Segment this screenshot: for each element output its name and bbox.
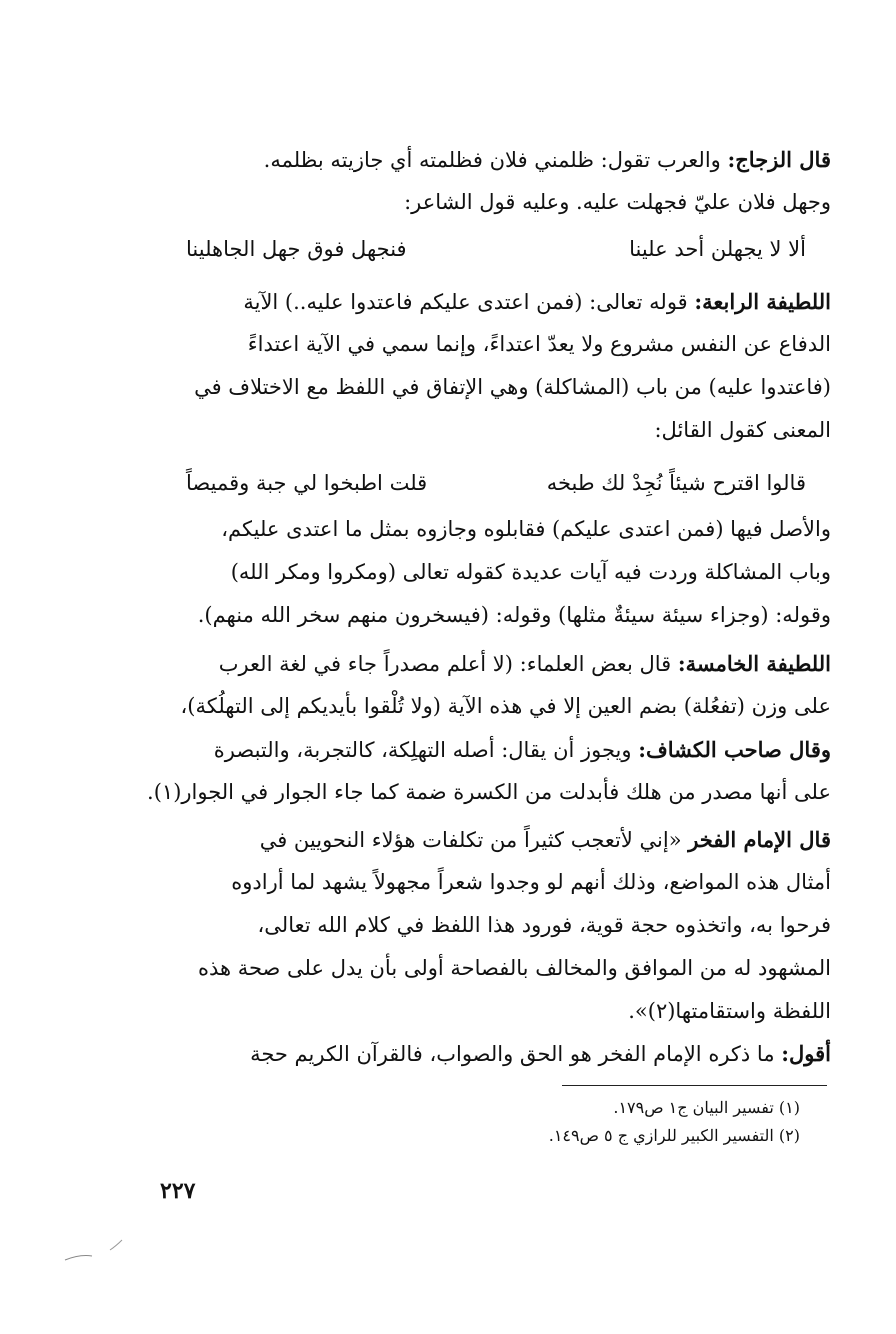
text-line xyxy=(158,138,831,181)
text-line xyxy=(158,280,831,323)
verse-second-hemistich: قلت اطبخوا لي جبة وقميصاً xyxy=(186,471,428,495)
text-line xyxy=(158,181,831,224)
paragraph-imam-fakhr xyxy=(158,818,831,1033)
line-text: قوله تعالى: (فمن اعتدى عليكم فاعتدوا عليه..) الآية xyxy=(243,290,695,314)
text-line xyxy=(158,947,831,990)
line-text: فرحوا به، واتخذوه حجة قوية، فورود هذا اللفظ في كلام الله تعالى، xyxy=(257,913,831,937)
footnotes xyxy=(440,1094,800,1150)
speaker-label: قال الإمام الفخر xyxy=(688,827,831,852)
speaker-label: قال الزجاج: xyxy=(727,147,831,172)
line-text: وباب المشاكلة وردت فيه آيات عديدة كقوله تعالى (ومكروا ومكر الله) xyxy=(230,560,831,584)
paragraph-fifth-subtlety xyxy=(147,642,831,814)
poem-verse xyxy=(186,462,806,505)
line-text: والعرب تقول: ظلمني فلان فظلمته أي جازيته بظلمه. xyxy=(263,148,728,172)
line-text: وقوله: (وجزاء سيئة سيئةٌ مثلها) وقوله: (فيسخرون منهم سخر الله منهم). xyxy=(197,603,831,627)
speaker-label: وقال صاحب الكشاف: xyxy=(638,737,831,762)
section-heading: اللطيفة الخامسة: xyxy=(677,651,831,676)
paragraph-zajjaj xyxy=(158,138,831,224)
footnote-divider xyxy=(562,1085,827,1086)
section-heading: اللطيفة الرابعة: xyxy=(694,289,831,314)
paragraph-mushakala xyxy=(158,508,831,637)
line-text: على أنها مصدر من هلك فأبدلت من الكسرة ضمة كما جاء الجوار في الجوار(١). xyxy=(147,780,831,804)
line-text: «إني لأتعجب كثيراً من تكلفات هؤلاء النحويين في xyxy=(259,828,689,852)
line-text: والأصل فيها (فمن اعتدى عليكم) فقابلوه وجازوه بمثل ما اعتدى عليكم، xyxy=(221,517,831,541)
footnote-2: (٢) التفسير الكبير للرازي ج ٥ ص١٤٩. xyxy=(548,1126,800,1145)
line-text: الدفاع عن النفس مشروع ولا يعدّ اعتداءً، وإنما سمي في الآية اعتداءً xyxy=(247,332,831,356)
text-line xyxy=(158,990,831,1033)
line-text: وجهل فلان عليّ فجهلت عليه. وعليه قول الشاعر: xyxy=(404,190,831,214)
verse-first-hemistich: ألا لا يجهلن أحد علينا xyxy=(629,237,806,261)
text-line xyxy=(158,323,831,366)
text-line xyxy=(147,771,831,814)
speaker-label: أقول: xyxy=(781,1041,831,1066)
line-text: أمثال هذه المواضع، وذلك أنهم لو وجدوا شعراً مجهولاً يشهد لما أرادوه xyxy=(231,870,831,894)
text-line xyxy=(158,728,831,771)
paragraph-author-comment xyxy=(158,1032,831,1075)
text-line xyxy=(158,1032,831,1075)
line-text: ما ذكره الإمام الفخر هو الحق والصواب، فالقرآن الكريم حجة xyxy=(250,1042,782,1066)
text-line xyxy=(158,366,831,409)
text-line xyxy=(158,685,831,728)
text-line xyxy=(158,594,831,637)
line-text: قال بعض العلماء: (لا أعلم مصدراً جاء في لغة العرب xyxy=(218,652,678,676)
text-line xyxy=(158,551,831,594)
verse-second-hemistich: فنجهل فوق جهل الجاهلينا xyxy=(186,237,407,261)
footnote-1: (١) تفسير البيان ج١ ص١٧٩. xyxy=(613,1098,800,1117)
text-line xyxy=(158,818,831,861)
text-line xyxy=(158,409,831,452)
paragraph-fourth-subtlety xyxy=(158,280,831,452)
text-line xyxy=(158,861,831,904)
line-text: (فاعتدوا عليه) من باب (المشاكلة) وهي الإتفاق في اللفظ مع الاختلاف في xyxy=(194,375,831,399)
page-number: ٢٢٧ xyxy=(160,1178,196,1204)
verse-first-hemistich: قالوا اقترح شيئاً نُجِدْ لك طبخه xyxy=(546,471,806,495)
line-text: على وزن (تفعُلة) بضم العين إلا في هذه الآية (ولا تُلْقوا بأيديكم إلى التهلُكة)، xyxy=(180,694,831,718)
text-line xyxy=(158,508,831,551)
line-text: المشهود له من الموافق والمخالف بالفصاحة أولى بأن يدل على صحة هذه xyxy=(197,956,831,980)
poem-verse xyxy=(186,228,806,271)
line-text: المعنى كقول القائل: xyxy=(654,418,831,442)
line-text: اللفظة واستقامتها(٢)». xyxy=(628,999,831,1023)
text-line xyxy=(158,642,831,685)
text-line xyxy=(158,904,831,947)
scan-smudge-mark xyxy=(60,1220,140,1270)
line-text: ويجوز أن يقال: أصله التهلِكة، كالتجربة، والتبصرة xyxy=(213,738,639,762)
